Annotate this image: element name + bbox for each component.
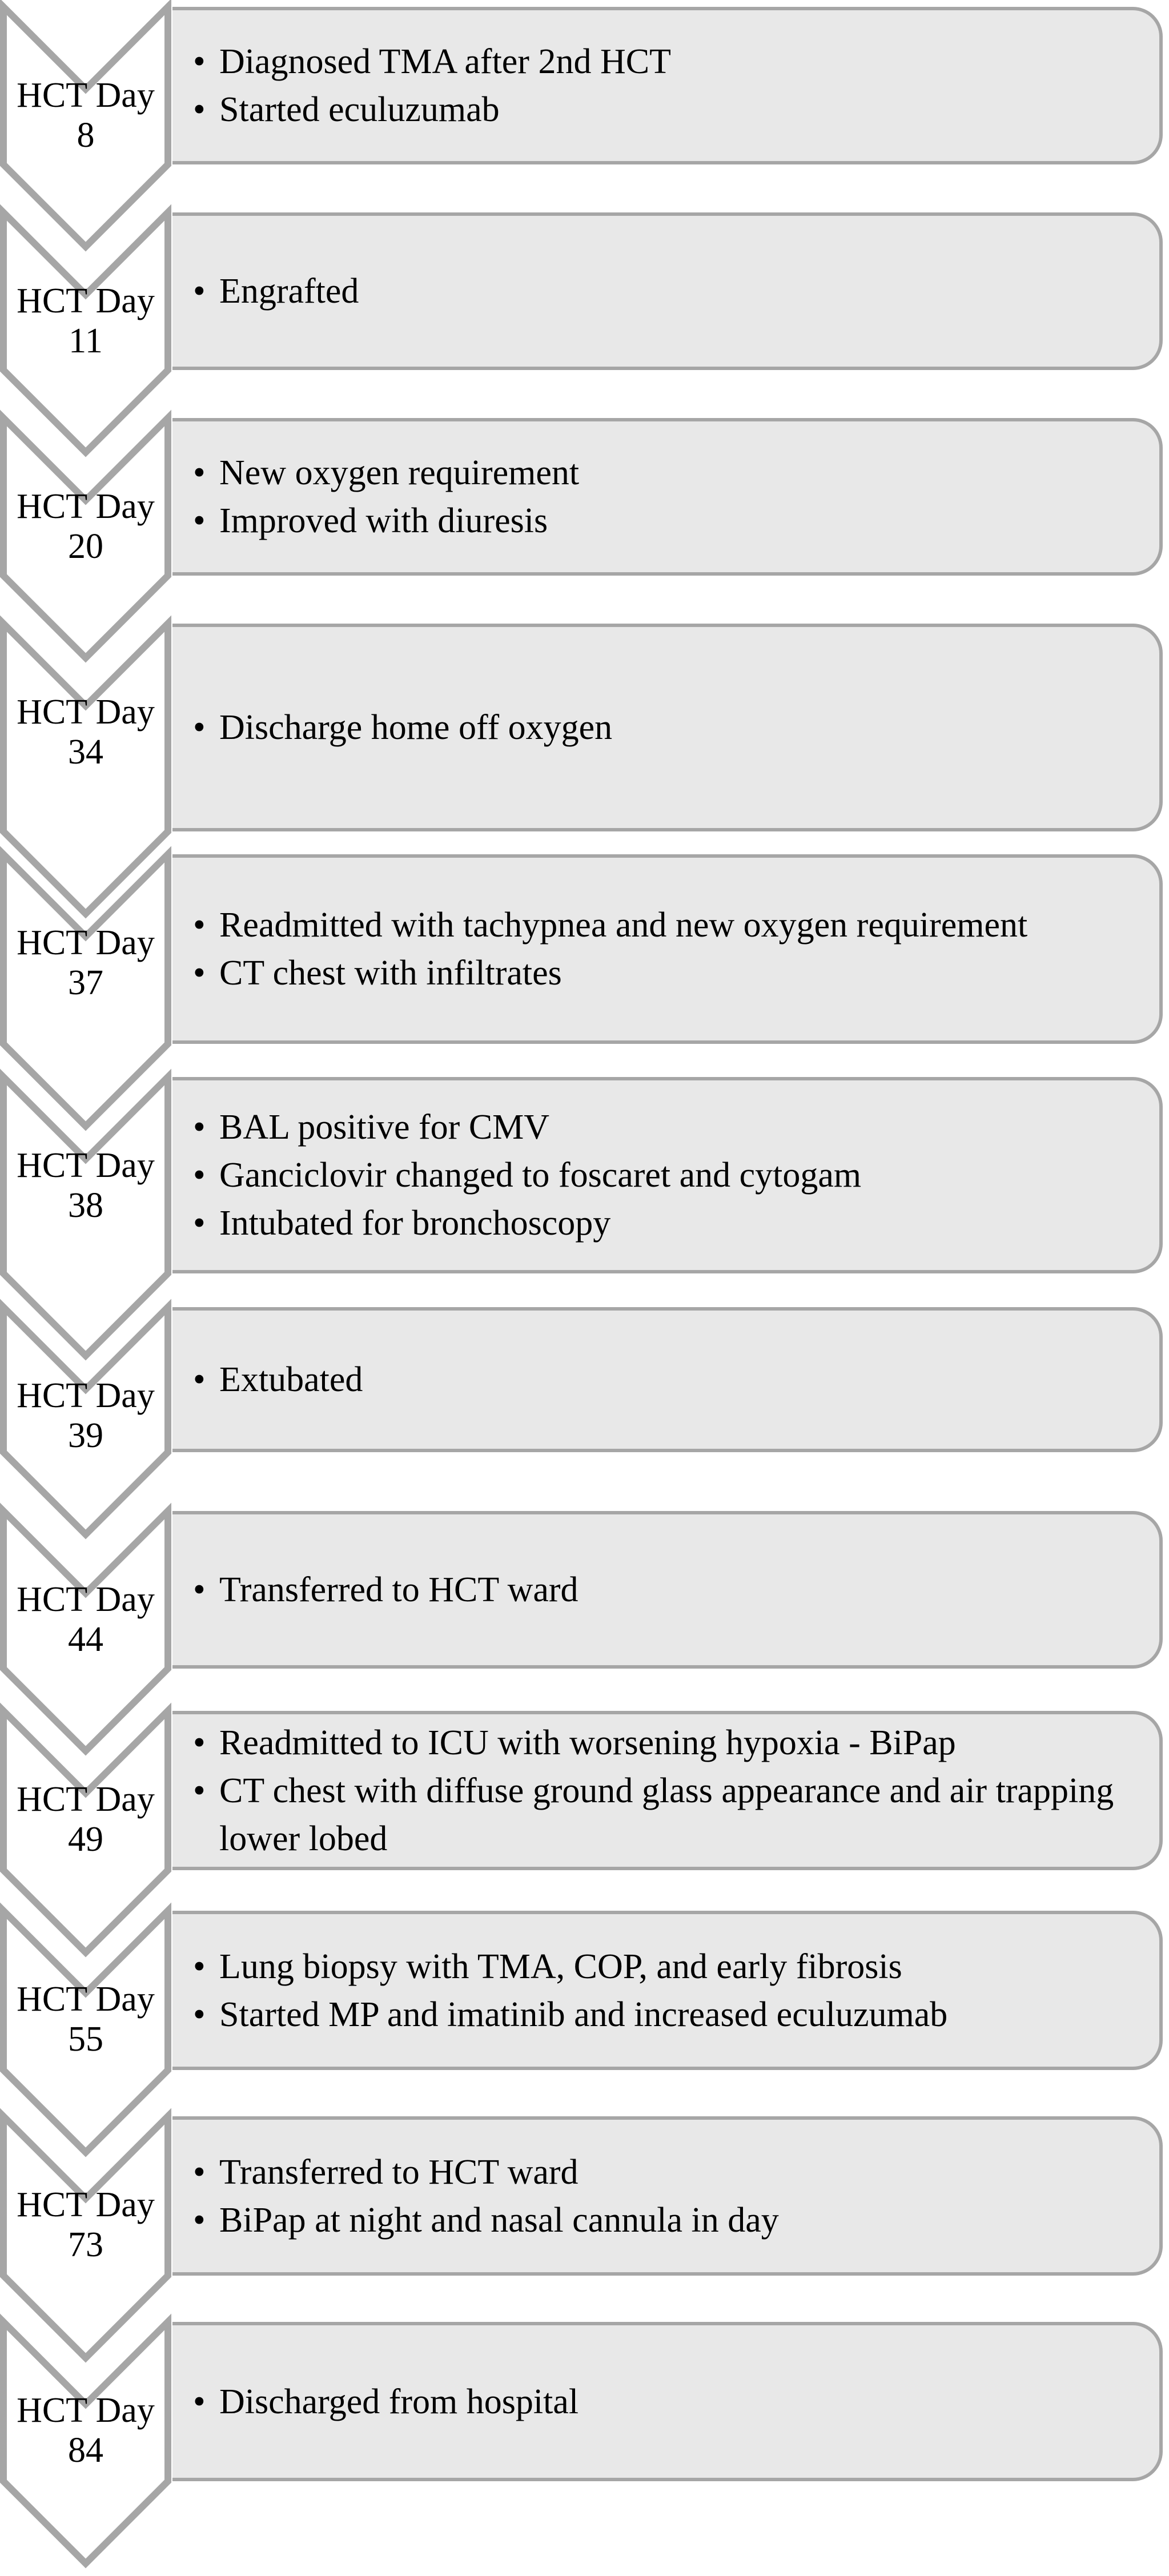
event-item: • Lung biopsy with TMA, COP, and early fibrosis	[193, 1943, 1142, 1991]
step-event-box	[172, 212, 1163, 370]
event-item: • BAL positive for CMV	[193, 1103, 1142, 1151]
event-list	[193, 2148, 1142, 2244]
event-item: • Improved with diuresis	[193, 497, 1142, 545]
step-day-label-text: HCT Day	[17, 2391, 155, 2430]
step-day-label	[5, 1376, 167, 1456]
event-list	[193, 267, 1142, 315]
event-list	[193, 1356, 1142, 1404]
event-item: • Extubated	[193, 1356, 1142, 1404]
step-event-box	[172, 1711, 1163, 1870]
step-event-box	[172, 418, 1163, 576]
timeline-step	[0, 1304, 1169, 1538]
step-event-box	[172, 1911, 1163, 2070]
event-list	[193, 2378, 1142, 2426]
step-day-number: 38	[68, 1186, 103, 1225]
event-item: • Transferred to HCT ward	[193, 1566, 1142, 1614]
step-event-box	[172, 7, 1163, 164]
event-list	[193, 1719, 1142, 1863]
step-event-box	[172, 1511, 1163, 1669]
step-event-box	[172, 854, 1163, 1044]
step-day-label	[5, 692, 167, 772]
step-event-box	[172, 1307, 1163, 1452]
step-day-label	[5, 281, 167, 361]
step-day-label	[5, 923, 167, 1003]
event-item: • Started MP and imatinib and increased eculuzumab	[193, 1991, 1142, 2039]
event-item: • CT chest with diffuse ground glass appearance and air trapping lower lobed	[193, 1767, 1142, 1863]
step-day-label	[5, 1979, 167, 2059]
timeline-step	[0, 2318, 1169, 2567]
step-event-box	[172, 2116, 1163, 2276]
step-day-number: 73	[68, 2225, 103, 2264]
event-item: • Ganciclovir changed to foscaret and cytogam	[193, 1151, 1142, 1199]
event-item: • Intubated for bronchoscopy	[193, 1199, 1142, 1247]
event-list	[193, 1943, 1142, 2039]
event-item: • Discharged from hospital	[193, 2378, 1142, 2426]
event-item: • Readmitted with tachypnea and new oxygen requirement	[193, 901, 1142, 949]
event-item: • BiPap at night and nasal cannula in day	[193, 2196, 1142, 2244]
event-item: • CT chest with infiltrates	[193, 949, 1142, 997]
step-day-label-text: HCT Day	[17, 1376, 155, 1415]
step-event-box	[172, 624, 1163, 831]
step-day-label	[5, 487, 167, 566]
step-day-label-text: HCT Day	[17, 487, 155, 526]
event-list	[193, 1566, 1142, 1614]
event-item: • Started eculuzumab	[193, 86, 1142, 134]
step-day-number: 8	[77, 116, 95, 155]
event-item: • Transferred to HCT ward	[193, 2148, 1142, 2196]
step-event-box	[172, 1077, 1163, 1273]
step-day-number: 49	[68, 1820, 103, 1859]
step-day-label-text: HCT Day	[17, 2185, 155, 2224]
event-item: • Engrafted	[193, 267, 1142, 315]
step-day-label-text: HCT Day	[17, 923, 155, 962]
event-list	[193, 704, 1142, 751]
step-day-number: 11	[69, 322, 103, 360]
step-day-number: 44	[68, 1620, 103, 1659]
step-day-number: 37	[68, 963, 103, 1002]
step-day-label	[5, 2390, 167, 2470]
event-item: • New oxygen requirement	[193, 449, 1142, 497]
step-day-label	[5, 1580, 167, 1659]
event-item: • Readmitted to ICU with worsening hypoxia - BiPap	[193, 1719, 1142, 1767]
step-day-number: 55	[68, 2020, 103, 2059]
event-item: • Diagnosed TMA after 2nd HCT	[193, 38, 1142, 86]
step-day-label	[5, 1779, 167, 1859]
step-day-label-text: HCT Day	[17, 1980, 155, 2019]
event-list	[193, 901, 1142, 997]
step-day-label-text: HCT Day	[17, 693, 155, 732]
event-list	[193, 1103, 1142, 1247]
step-day-label-text: HCT Day	[17, 282, 155, 320]
step-day-label	[5, 1146, 167, 1225]
step-day-label	[5, 2185, 167, 2265]
step-day-number: 34	[68, 733, 103, 771]
step-day-label-text: HCT Day	[17, 1780, 155, 1819]
event-item: • Discharge home off oxygen	[193, 704, 1142, 751]
step-day-label-text: HCT Day	[17, 1146, 155, 1185]
step-day-number: 84	[68, 2431, 103, 2470]
event-list	[193, 38, 1142, 134]
event-list	[193, 449, 1142, 545]
step-day-number: 39	[68, 1416, 103, 1455]
step-day-label-text: HCT Day	[17, 1580, 155, 1619]
step-event-box	[172, 2322, 1163, 2481]
step-day-label-text: HCT Day	[17, 76, 155, 115]
step-day-number: 20	[68, 527, 103, 566]
step-day-label	[5, 75, 167, 155]
